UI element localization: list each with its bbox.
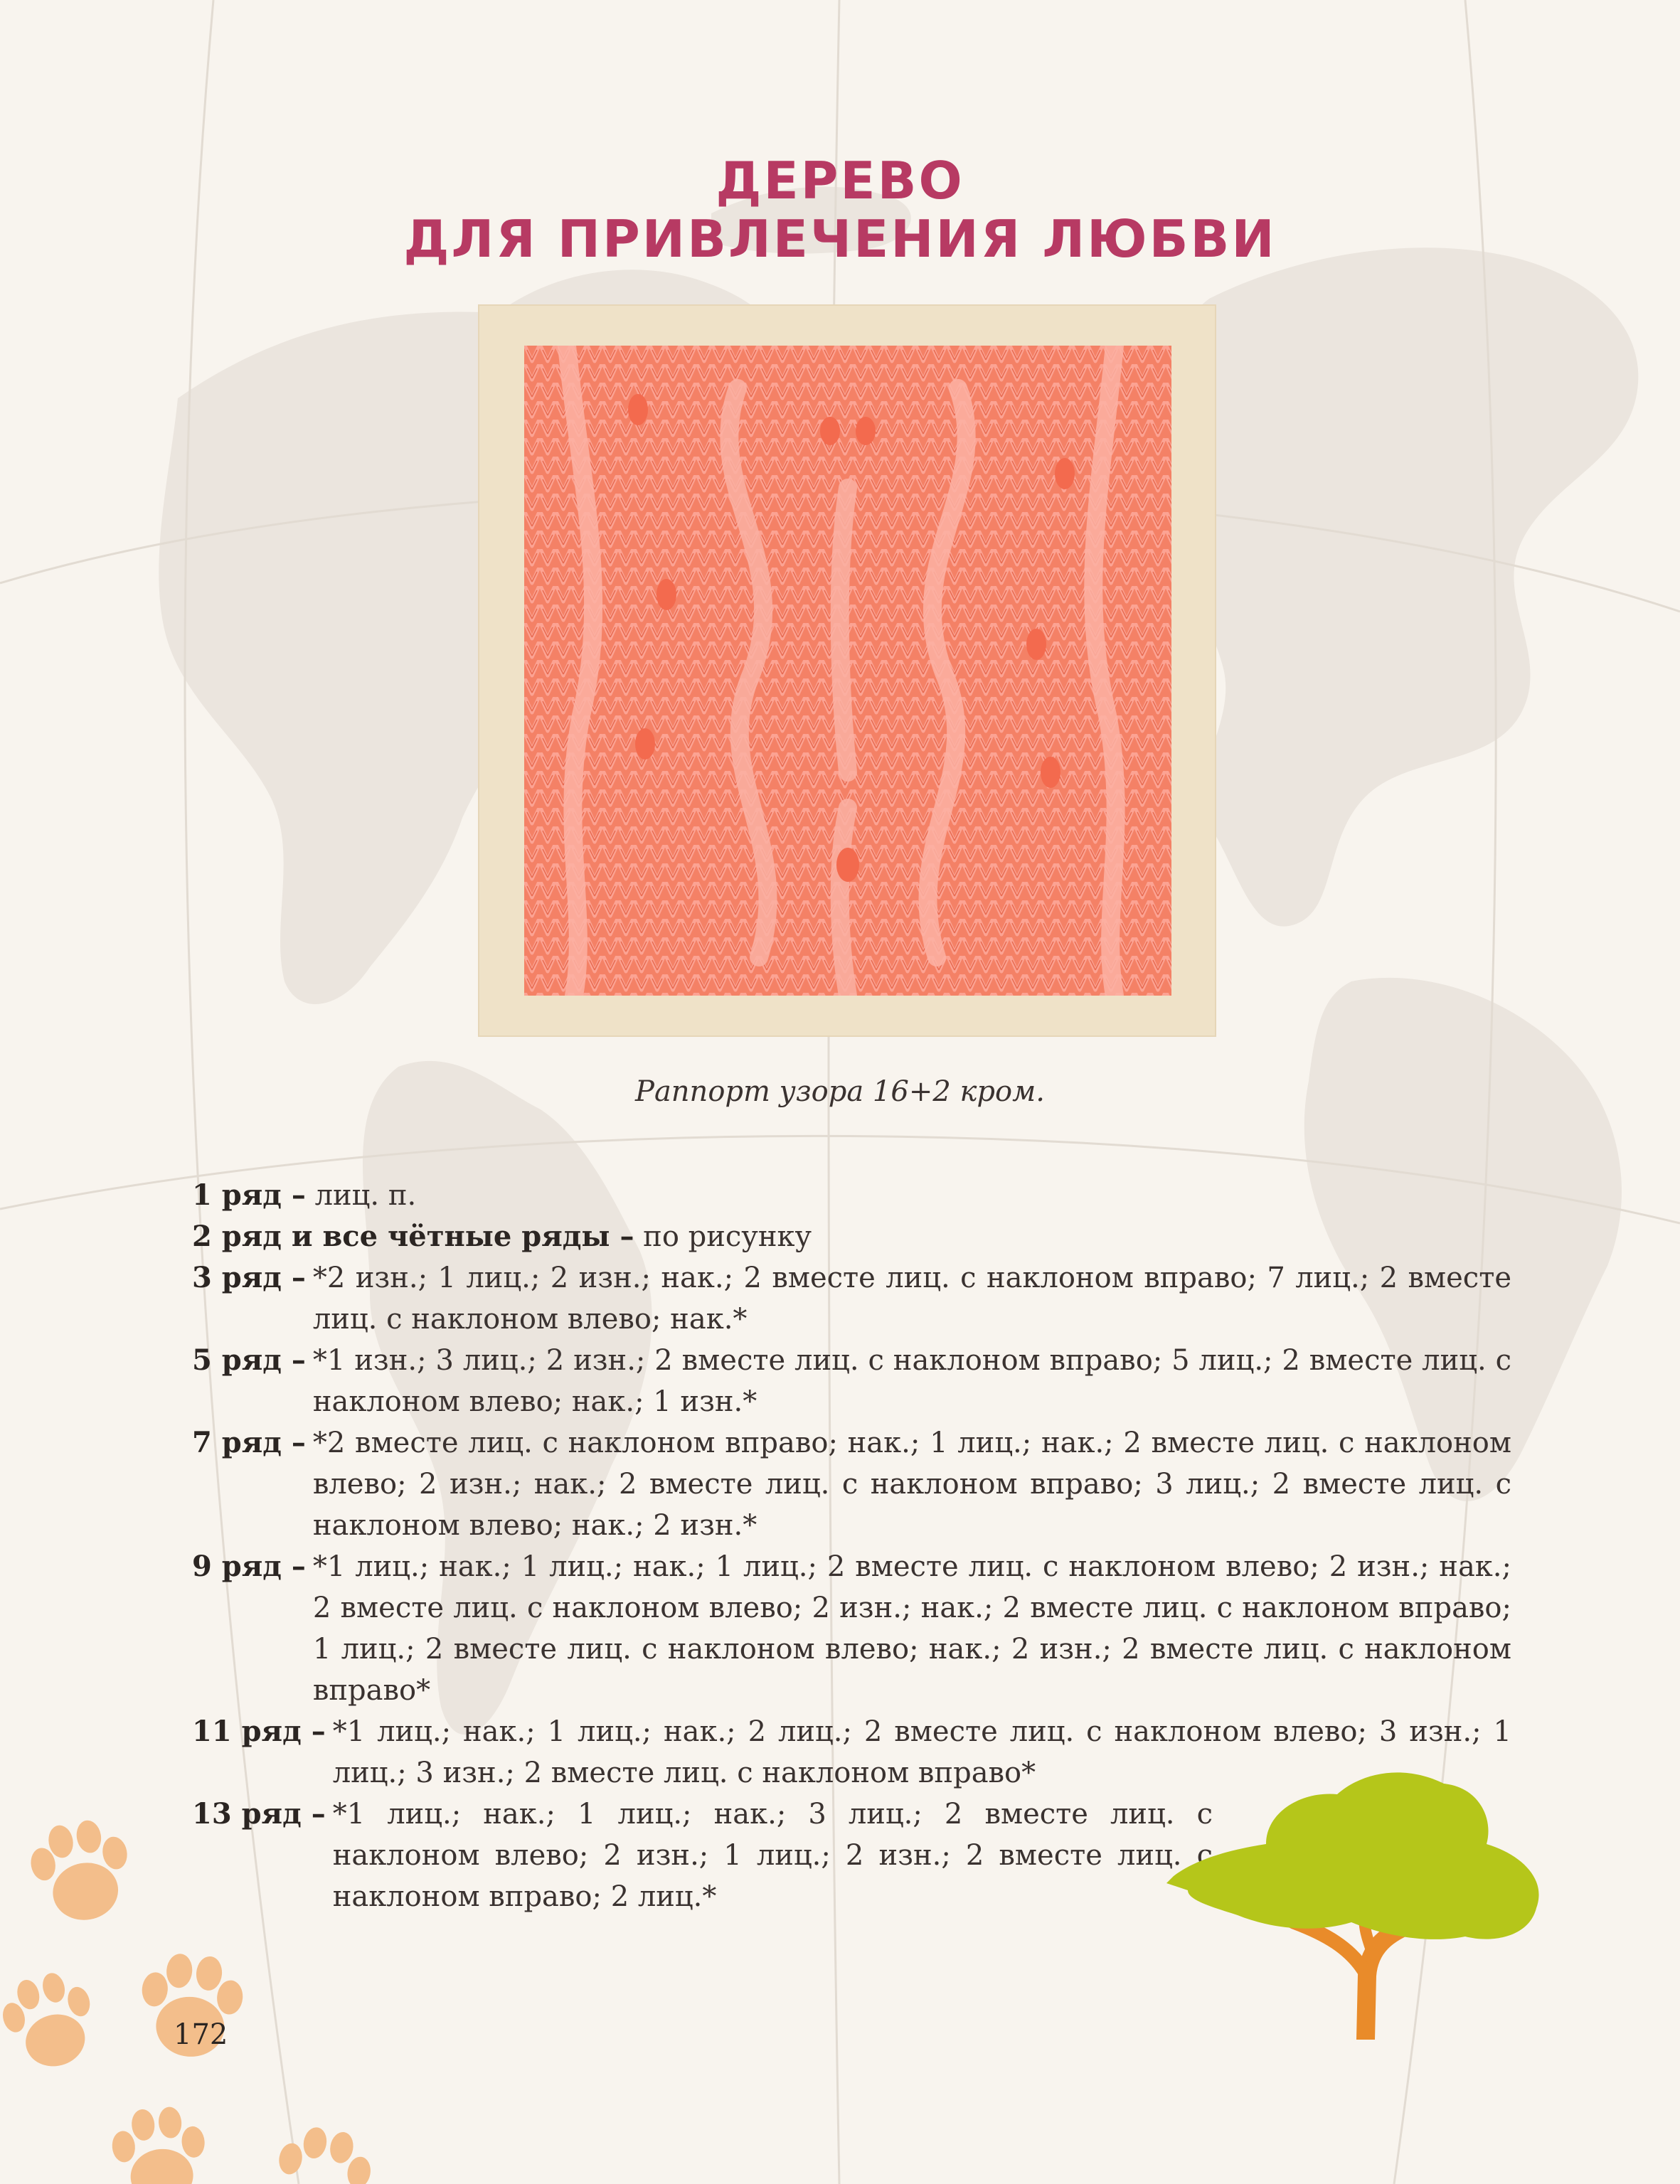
knitted-swatch-image	[524, 346, 1171, 996]
row-text: *1 лиц.; нак.; 1 лиц.; нак.; 1 лиц.; 2 вместе лиц. с наклоном влево; 2 изн.; нак.; 2 вместе лиц. с наклоном влево; 2 изн.; нак.; 2 вместе лиц. с наклоном вправо; 1 лиц.; 2 вместе лиц. с наклоном влево; нак.; 2 изн.; 2 вместе лиц. с наклоном вправо*	[312, 1550, 1511, 1707]
instruction-row	[192, 1175, 1511, 1216]
row-text: *1 лиц.; нак.; 1 лиц.; нак.; 2 лиц.; 2 вместе лиц. с наклоном влево; 3 изн.; 1 лиц.; 3 изн.; 2 вместе лиц. с наклоном вправо*	[332, 1715, 1511, 1789]
row-text: по рисунку	[643, 1220, 812, 1253]
row-heading: 1 ряд –	[192, 1178, 306, 1212]
row-text: *2 изн.; 1 лиц.; 2 изн.; нак.; 2 вместе лиц. с наклоном вправо; 7 лиц.; 2 вместе лиц. с наклоном влево; нак.*	[312, 1262, 1511, 1336]
row-text: лиц. п.	[314, 1179, 417, 1212]
paw-print-icon	[0, 1792, 398, 2184]
row-heading: 9 ряд –	[192, 1550, 306, 1583]
row-heading: 11 ряд –	[192, 1715, 326, 1748]
page-number: 172	[174, 2018, 228, 2051]
instruction-row	[192, 1257, 1511, 1340]
row-heading: 2 ряд и все чётные ряды –	[192, 1220, 634, 1253]
instruction-row	[192, 1546, 1511, 1711]
row-heading: 13 ряд –	[192, 1797, 326, 1831]
row-heading: 7 ряд –	[192, 1426, 306, 1459]
row-text: *1 лиц.; нак.; 1 лиц.; нак.; 3 лиц.; 2 вместе лиц. с наклоном влево; 2 изн.; 1 лиц.; 2 изн.; 2 вместе лиц. с наклоном вправо; 2 лиц.*	[332, 1798, 1213, 1913]
page-title-line-2: ДЛЯ ПРИВЛЕЧЕНИЯ ЛЮБВИ	[403, 209, 1277, 269]
row-heading: 3 ряд –	[192, 1261, 306, 1294]
pattern-repeat-caption: Раппорт узора 16+2 кром.	[635, 1075, 1045, 1108]
instruction-row	[192, 1422, 1511, 1546]
row-heading: 5 ряд –	[192, 1343, 306, 1377]
page-title-line-1: ДЕРЕВО	[716, 151, 964, 211]
row-text: *2 вместе лиц. с наклоном вправо; нак.; 1 лиц.; нак.; 2 вместе лиц. с наклоном влево; 2 изн.; нак.; 2 вместе лиц. с наклоном вправо; 3 лиц.; 2 вместе лиц. с наклоном влево; нак.; 2 изн.*	[312, 1427, 1511, 1542]
tree-icon	[1159, 1762, 1543, 2040]
instruction-row	[192, 1340, 1511, 1422]
swatch-photo-frame	[478, 304, 1216, 1037]
instruction-row	[192, 1216, 1511, 1257]
row-text: *1 изн.; 3 лиц.; 2 изн.; 2 вместе лиц. с наклоном вправо; 5 лиц.; 2 вместе лиц. с наклоном влево; нак.; 1 изн.*	[312, 1344, 1511, 1418]
